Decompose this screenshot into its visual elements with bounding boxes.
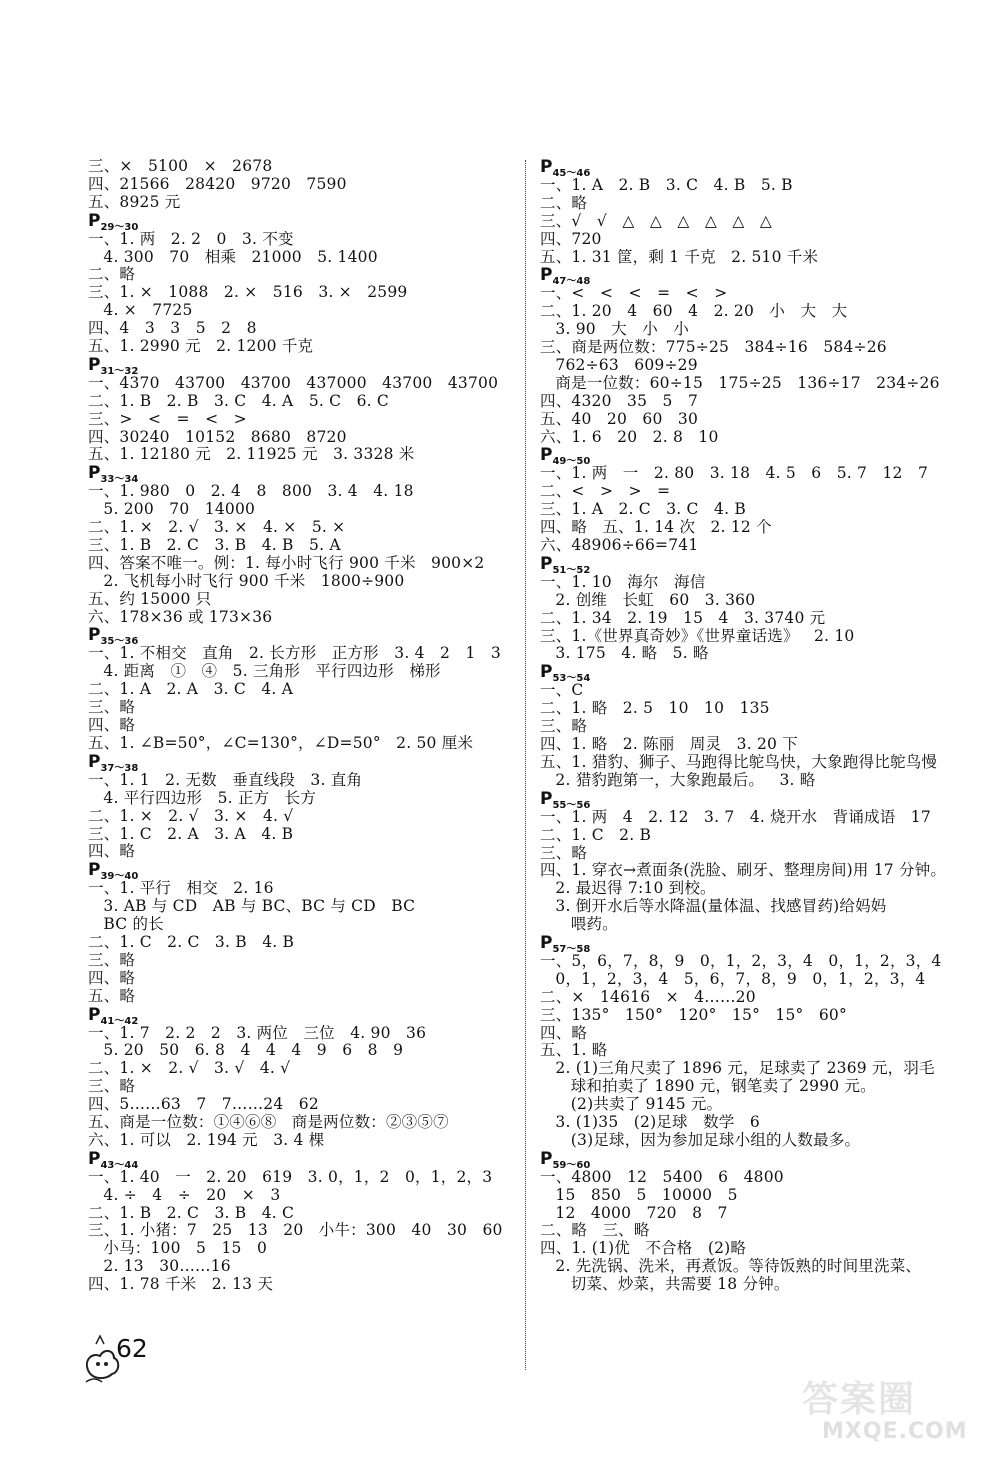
page-range-letter: P xyxy=(540,265,553,286)
answer-line: 三、> < = < > xyxy=(88,409,247,428)
page-range-subscript: 35～36 xyxy=(100,636,139,648)
page-range-subscript: 55～56 xyxy=(552,799,591,811)
answer-line: 三、√ √ △ △ △ △ △ △ xyxy=(540,211,772,230)
answer-line: 三、1. A 2. C 3. C 4. B xyxy=(540,500,746,519)
answer-line: 五、40 20 60 30 xyxy=(540,409,699,428)
answer-line: 三、135° 150° 120° 15° 15° 60° xyxy=(540,1005,847,1024)
answer-line: 二、× 14616 × 4……20 xyxy=(540,987,756,1006)
answer-line: 15 850 5 10000 5 xyxy=(540,1185,738,1204)
page-range-heading xyxy=(540,265,970,288)
answer-line: 一、1. 980 0 2. 4 8 800 3. 4 4. 18 xyxy=(88,482,414,501)
page-range-letter: P xyxy=(540,788,553,809)
answer-line: 四、5……63 7 7……24 62 xyxy=(88,1095,319,1114)
answer-line: 五、1. 略 xyxy=(540,1041,608,1060)
answer-line: 五、约 15000 只 xyxy=(88,589,212,608)
answer-line: 四、720 xyxy=(540,229,602,248)
answer-line: 一、4370 43700 43700 437000 43700 43700 xyxy=(88,373,499,392)
answer-line: 4. 平行四边形 5. 正方 长方 xyxy=(88,788,317,807)
page-range-letter: P xyxy=(540,553,553,574)
answer-line: 三、略 xyxy=(540,717,588,736)
answer-line: 一、< < < = < > xyxy=(540,284,728,303)
page-range-subscript: 31～32 xyxy=(100,365,139,377)
answer-line: 3. AB 与 CD AB 与 BC、BC 与 CD BC xyxy=(88,897,416,916)
page-range-letter: P xyxy=(88,625,101,646)
answer-column-left xyxy=(88,158,508,1294)
page-range-heading xyxy=(540,662,970,685)
answer-line: 2. 最迟得 7:10 到校。 xyxy=(540,879,716,898)
answer-line: 二、1. B 2. B 3. C 4. A 5. C 6. C xyxy=(88,391,389,410)
page-range-letter: P xyxy=(88,860,101,881)
answer-line: 四、1. 78 千米 2. 13 天 xyxy=(88,1275,274,1294)
page-range-subscript: 53～54 xyxy=(552,673,591,685)
answer-line: 762÷63 609÷29 xyxy=(540,356,698,375)
answer-line: 一、1. 不相交 直角 2. 长方形 正方形 3. 4 2 1 3 xyxy=(88,644,501,663)
answer-line: 三、× 5100 × 2678 xyxy=(88,157,273,175)
answer-line: (2)共卖了 9145 元。 xyxy=(540,1095,723,1114)
answer-line: 五、略 xyxy=(88,986,136,1005)
answer-line: 二、略 xyxy=(88,265,136,284)
page-range-subscript: 43～44 xyxy=(100,1159,139,1171)
answer-line: 5. 200 70 14000 xyxy=(88,500,256,519)
answer-line: 四、略 xyxy=(88,842,136,861)
answer-line: 五、商是一位数：①④⑥⑧ 商是两位数：②③⑤⑦ xyxy=(88,1112,449,1131)
answer-line: 一、1. 两 一 2. 80 3. 18 4. 5 6 5. 7 12 7 xyxy=(540,464,929,483)
answer-line: 3. 175 4. 略 5. 略 xyxy=(540,644,709,663)
answer-line: 三、略 xyxy=(540,843,588,862)
answer-line: 四、30240 10152 8680 8720 xyxy=(88,427,347,446)
watermark-text: 答案圈 xyxy=(802,1379,917,1420)
answer-line: 一、5，6，7，8，9 0，1，2，3，4 0，1，2，3，4 xyxy=(540,951,942,970)
answer-line: 三、1.《世界真奇妙》《世界童话选》 2. 10 xyxy=(540,626,855,645)
page-range-heading xyxy=(88,860,508,883)
answer-line: 小马：100 5 15 0 xyxy=(88,1239,268,1258)
page-range-letter: P xyxy=(540,1148,553,1169)
page-range-letter: P xyxy=(540,662,553,683)
answer-line: 二、< > > = xyxy=(540,482,671,501)
page-range-heading xyxy=(88,356,508,375)
page-range-letter: P xyxy=(88,210,101,231)
answer-line: 一、1. 40 一 2. 20 619 3. 0，1，2 0，1，2，3 xyxy=(88,1167,493,1186)
page-range-heading xyxy=(540,555,970,574)
page-range-heading xyxy=(540,445,970,468)
answer-line: 一、1. 两 4 2. 12 3. 7 4. 烧开水 背诵成语 17 xyxy=(540,807,931,826)
answer-line: 一、1. 1 2. 无数 垂直线段 3. 直角 xyxy=(88,770,363,789)
answer-line: 2. (1)三角尺卖了 1896 元，足球卖了 2369 元，羽毛 xyxy=(540,1059,935,1078)
answer-line: 2. 先洗锅、洗米，再煮饭。等待饭熟的时间里洗菜、 xyxy=(540,1257,922,1276)
page-range-subscript: 45～46 xyxy=(552,168,591,179)
answer-line: 三、1. C 2. A 3. A 4. B xyxy=(88,824,294,843)
answer-line: 五、8925 元 xyxy=(88,192,181,211)
answer-line: 4. ÷ 4 ÷ 20 × 3 xyxy=(88,1185,281,1204)
answer-line: 5. 20 50 6. 8 4 4 4 9 6 8 9 xyxy=(88,1041,404,1060)
page-range-subscript: 29～30 xyxy=(100,221,139,233)
answer-line: 4. 300 70 相乘 21000 5. 1400 xyxy=(88,247,378,266)
answer-line: 二、1. × 2. √ 3. √ 4. √ xyxy=(88,1059,291,1078)
answer-line: 三、略 xyxy=(88,1077,136,1096)
answer-line: 一、4800 12 5400 6 4800 xyxy=(540,1167,784,1186)
page-range-subscript: 51～52 xyxy=(552,564,591,576)
answer-line: 四、1. 穿衣→煮面条(洗脸、刷牙、整理房间)用 17 分钟。 xyxy=(540,861,947,880)
page-range-letter: P xyxy=(88,463,101,484)
answer-line: 四、略 xyxy=(88,716,136,735)
page-range-letter: P xyxy=(540,445,553,466)
page-range-heading xyxy=(540,1150,970,1169)
answer-line: 2. 13 30……16 xyxy=(88,1257,231,1276)
page-footer xyxy=(80,1330,170,1390)
page-range-letter: P xyxy=(540,932,553,953)
answer-line: 切菜、炒菜，共需要 18 分钟。 xyxy=(540,1275,790,1294)
answer-line: 一、1. A 2. B 3. C 4. B 5. B xyxy=(540,176,793,194)
answer-line: 2. 飞机每小时飞行 900 千米 1800÷900 xyxy=(88,571,405,590)
answer-line: 三、1. 小猪：7 25 13 20 小牛：300 40 30 60 xyxy=(88,1221,503,1240)
answer-line: 四、1. (1)优 不合格 (2)略 xyxy=(540,1239,747,1258)
page-range-subscript: 49～50 xyxy=(552,456,591,468)
answer-line: 2. 猎豹跑第一，大象跑最后。 3. 略 xyxy=(540,770,816,789)
answer-line: 二、1. 34 2. 19 15 4 3. 3740 元 xyxy=(540,608,826,627)
answer-line: 五、1. 2990 元 2. 1200 千克 xyxy=(88,337,314,356)
answer-line: 二、1. × 2. √ 3. × 4. √ xyxy=(88,806,294,825)
answer-line: 二、1. B 2. C 3. B 4. C xyxy=(88,1203,295,1222)
page-range-subscript: 57～58 xyxy=(552,943,591,955)
answer-line: 五、1. 12180 元 2. 11925 元 3. 3328 米 xyxy=(88,445,415,464)
answer-line: 四、21566 28420 9720 7590 xyxy=(88,174,347,193)
answer-line: 商是一位数：60÷15 175÷25 136÷17 234÷26 xyxy=(540,373,940,392)
answer-line: 二、1. A 2. A 3. C 4. A xyxy=(88,680,294,699)
page-range-heading xyxy=(88,212,508,231)
answer-column-right xyxy=(540,158,970,1294)
answer-line: 三、商是两位数：775÷25 384÷16 584÷26 xyxy=(540,338,887,357)
watermark xyxy=(796,1365,986,1455)
answer-line: 3. 90 大 小 小 xyxy=(540,320,690,339)
page-range-subscript: 41～42 xyxy=(100,1015,139,1027)
answer-line: 一、1. 10 海尔 海信 xyxy=(540,572,706,591)
column-divider xyxy=(525,160,526,1370)
answer-line: 球和拍卖了 1890 元，钢笔卖了 2990 元。 xyxy=(540,1077,876,1096)
answer-line: 四、略 五、1. 14 次 2. 12 个 xyxy=(540,518,772,537)
page-range-heading xyxy=(540,790,970,809)
page-range-heading xyxy=(540,934,970,953)
answer-line: 一、C xyxy=(540,681,584,700)
answer-line: 四、4 3 3 5 2 8 xyxy=(88,319,257,338)
answer-line: BC 的长 xyxy=(88,915,164,934)
page-range-letter: P xyxy=(88,1004,101,1025)
answer-line: 二、1. × 2. √ 3. × 4. × 5. × xyxy=(88,518,346,537)
page-range-heading xyxy=(88,1150,508,1169)
answer-line: 六、1. 可以 2. 194 元 3. 4 棵 xyxy=(88,1130,325,1149)
page-range-letter: P xyxy=(88,354,101,375)
answer-line: 一、1. 两 2. 2 0 3. 不变 xyxy=(88,229,294,248)
answer-line: 六、48906÷66=741 xyxy=(540,536,699,555)
answer-line: 二、1. 略 2. 5 10 10 135 xyxy=(540,699,770,718)
answer-line: 三、略 xyxy=(88,950,136,969)
answer-line: 0，1，2，3，4 5，6，7，8，9 0，1，2，3，4 xyxy=(540,969,926,988)
page-range-subscript: 47～48 xyxy=(552,276,591,288)
answer-line: 四、1. 略 2. 陈丽 周灵 3. 20 下 xyxy=(540,735,798,754)
page-range-subscript: 59～60 xyxy=(552,1159,591,1171)
answer-line: 六、1. 6 20 2. 8 10 xyxy=(540,427,719,446)
answer-line: 4. 距离 ① ④ 5. 三角形 平行四边形 梯形 xyxy=(88,662,441,681)
answer-line: 一、1. 平行 相交 2. 16 xyxy=(88,879,274,898)
page-range-heading xyxy=(88,1006,508,1025)
answer-line: 喂药。 xyxy=(540,915,618,934)
answer-line: 六、178×36 或 173×36 xyxy=(88,607,273,626)
answer-line: 四、略 xyxy=(88,968,136,987)
answer-line: 二、略 三、略 xyxy=(540,1221,650,1240)
answer-line: 二、1. 20 4 60 4 2. 20 小 大 大 xyxy=(540,302,848,321)
page-range-subscript: 33～34 xyxy=(100,474,139,486)
answer-line: 2. 创维 长虹 60 3. 360 xyxy=(540,590,756,609)
watermark-url: MXQE.COM xyxy=(822,1419,968,1444)
answer-line: 一、1. 7 2. 2 2 3. 两位 三位 4. 90 36 xyxy=(88,1023,427,1042)
page-range-heading xyxy=(88,753,508,772)
answer-line: 五、1. 猎豹、狮子、马跑得比鸵鸟快，大象跑得比鸵鸟慢 xyxy=(540,752,938,771)
answer-line: 四、略 xyxy=(540,1023,588,1042)
page-range-letter: P xyxy=(88,751,101,772)
answer-line: 三、1. B 2. C 3. B 4. B 5. A xyxy=(88,536,341,555)
page-number: 62 xyxy=(116,1334,148,1363)
answer-line: 3. 倒开水后等水降温(量体温、找感冒药)给妈妈 xyxy=(540,897,887,916)
page-range-letter: P xyxy=(88,1148,101,1169)
answer-line: 4. × 7725 xyxy=(88,301,193,320)
answer-line: 二、1. C 2. B xyxy=(540,825,652,844)
page-range-heading xyxy=(540,158,970,177)
answer-line: 五、1. ∠B=50°，∠C=130°，∠D=50° 2. 50 厘米 xyxy=(88,733,474,752)
answer-line: (3)足球，因为参加足球小组的人数最多。 xyxy=(540,1130,861,1149)
answer-line: 四、答案不唯一。例：1. 每小时飞行 900 千米 900×2 xyxy=(88,553,485,572)
page-range-subscript: 39～40 xyxy=(100,871,139,883)
answer-line: 二、略 xyxy=(540,193,588,212)
answer-line: 四、4320 35 5 7 xyxy=(540,391,699,410)
answer-line: 3. (1)35 (2)足球 数学 6 xyxy=(540,1112,760,1131)
answer-line: 三、1. × 1088 2. × 516 3. × 2599 xyxy=(88,283,408,302)
answer-line: 三、略 xyxy=(88,698,136,717)
page-range-heading xyxy=(88,625,508,648)
page-range-letter: P xyxy=(540,157,553,177)
answer-line: 五、1. 31 筐，剩 1 千克 2. 510 千米 xyxy=(540,247,819,266)
page-range-heading xyxy=(88,463,508,486)
answer-line: 二、1. C 2. C 3. B 4. B xyxy=(88,932,295,951)
page-range-subscript: 37～38 xyxy=(100,762,139,774)
answer-line: 12 4000 720 8 7 xyxy=(540,1203,728,1222)
